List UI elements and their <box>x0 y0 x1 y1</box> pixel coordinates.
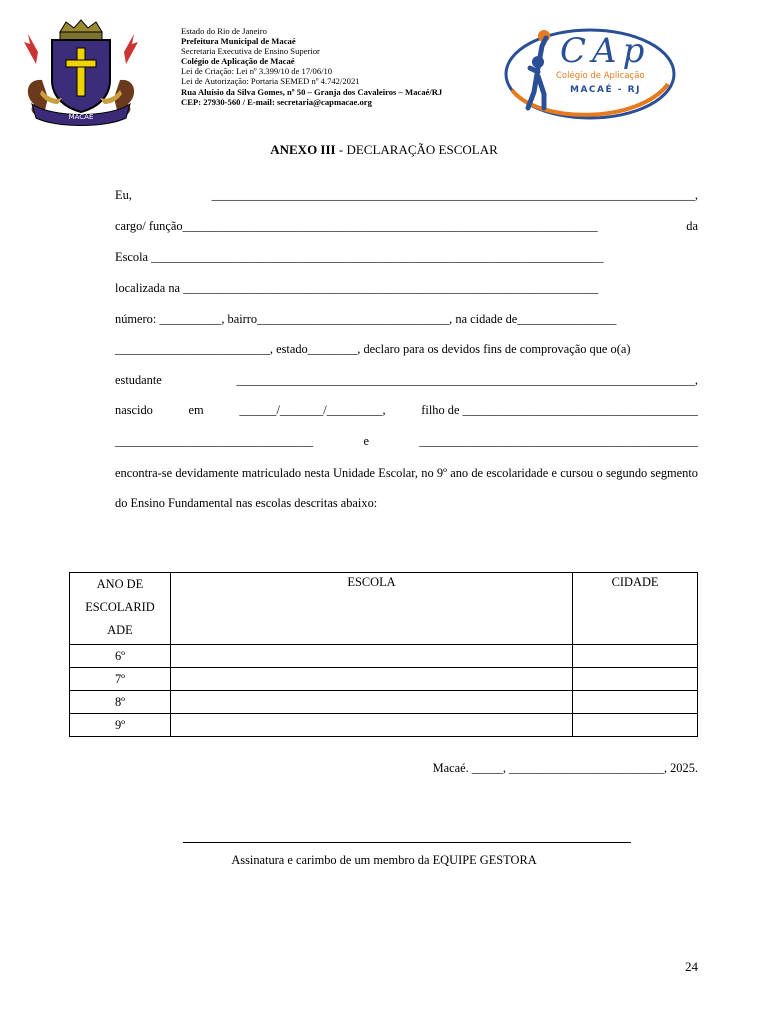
header-authorization-law: Lei de Autorização: Portaria SEMED nº 4.742/2021 <box>181 76 360 87</box>
table-row <box>70 668 698 691</box>
header-address: Rua Aluísio da Silva Gomes, nº 50 – Granja dos Cavaleiros – Macaé/RJ <box>181 86 443 97</box>
form-line-parents <box>115 433 698 449</box>
form-line-address: número: __________, bairro_______________________________, na cidade de________________ <box>115 312 617 326</box>
parent1-blank: ________________________________ <box>115 434 314 448</box>
year-header-line3: ADE <box>107 623 133 637</box>
header-college: Colégio de Aplicação de Macaé <box>181 56 295 67</box>
born-label: nascido <box>115 403 153 417</box>
city-cell[interactable] <box>573 714 698 737</box>
title-rest: - DECLARAÇÃO ESCOLAR <box>335 142 498 157</box>
form-line-student <box>115 372 698 388</box>
signature-line[interactable] <box>183 842 631 843</box>
table-row <box>70 645 698 668</box>
parent-blank: filho de ______________________________________ <box>421 403 698 417</box>
table-header-row <box>70 573 698 645</box>
birth-date-blank: ______/_______/_________, <box>239 403 386 417</box>
year-cell: 6º <box>70 645 171 668</box>
school-cell[interactable] <box>170 668 572 691</box>
school-cell[interactable] <box>170 714 572 737</box>
student-blank: __________________________________________________________________________, <box>236 373 698 387</box>
and-label: e <box>363 434 369 448</box>
city-cell[interactable] <box>573 668 698 691</box>
born-on-label: em <box>188 403 204 417</box>
logo-city: MACAÉ - RJ <box>570 85 641 95</box>
year-cell: 9º <box>70 714 171 737</box>
enrollment-paragraph: encontra-se devidamente matriculado nesta Unidade Escolar, no 9º ano de escolaridade e cursou o segundo segmento do Ensino Fundamental nas escolas descritas abaixo: <box>115 466 698 510</box>
school-cell[interactable] <box>170 645 572 668</box>
page-number: 24 <box>685 959 698 974</box>
role-label: cargo/ função___________________________________________________________________ <box>115 219 598 233</box>
year-column-header <box>70 573 171 645</box>
header-creation-law: Lei de Criação: Lei nº 3.399/10 de 17/06/10 <box>181 66 333 77</box>
form-line-role <box>115 218 698 234</box>
header-contact: CEP: 27930-560 / E-mail: secretaria@capmacae.org <box>181 96 372 107</box>
parent2-blank: _____________________________________________ <box>419 434 698 448</box>
cap-logo <box>498 20 676 122</box>
school-column-header: ESCOLA <box>170 573 572 645</box>
year-cell: 7º <box>70 668 171 691</box>
form-line-state: _________________________, estado________, declaro para os devidos fins de comprovação que o(a) <box>115 342 631 356</box>
form-line-name: Eu, ______________________________________________________________________________, <box>115 188 698 202</box>
logo-acronym: CAp <box>560 31 651 71</box>
city-cell[interactable] <box>573 691 698 714</box>
city-column-header: CIDADE <box>573 573 698 645</box>
school-cell[interactable] <box>170 691 572 714</box>
year-header-line1: ANO DE <box>96 577 144 591</box>
date-line: Macaé. _____, _________________________, 2025. <box>432 761 698 775</box>
institution-header <box>181 26 442 107</box>
year-header-line2: ESCOLARID <box>85 600 155 614</box>
logo-subtitle: Colégio de Aplicação <box>556 71 645 81</box>
form-line-school: Escola _________________________________________________________________________ <box>115 250 604 264</box>
form-line-birth <box>115 402 698 418</box>
table-row <box>70 714 698 737</box>
header-secretariat: Secretaria Executiva de Ensino Superior <box>181 46 320 57</box>
table-row <box>70 691 698 714</box>
title-annex: ANEXO III <box>270 142 336 157</box>
document-title <box>0 142 768 158</box>
schools-table <box>69 572 698 737</box>
signature-label: Assinatura e carimbo de um membro da EQUIPE GESTORA <box>231 853 537 867</box>
year-cell: 8º <box>70 691 171 714</box>
student-label: estudante <box>115 373 162 387</box>
form-line-location: localizada na ___________________________________________________________________ <box>115 281 599 295</box>
role-suffix: da <box>686 219 698 233</box>
city-cell[interactable] <box>573 645 698 668</box>
municipal-crest-image <box>22 18 140 126</box>
header-state: Estado do Rio de Janeiro <box>181 26 267 36</box>
crest-banner-text: MACAÉ <box>68 113 94 121</box>
header-city-hall: Prefeitura Municipal de Macaé <box>181 36 296 47</box>
